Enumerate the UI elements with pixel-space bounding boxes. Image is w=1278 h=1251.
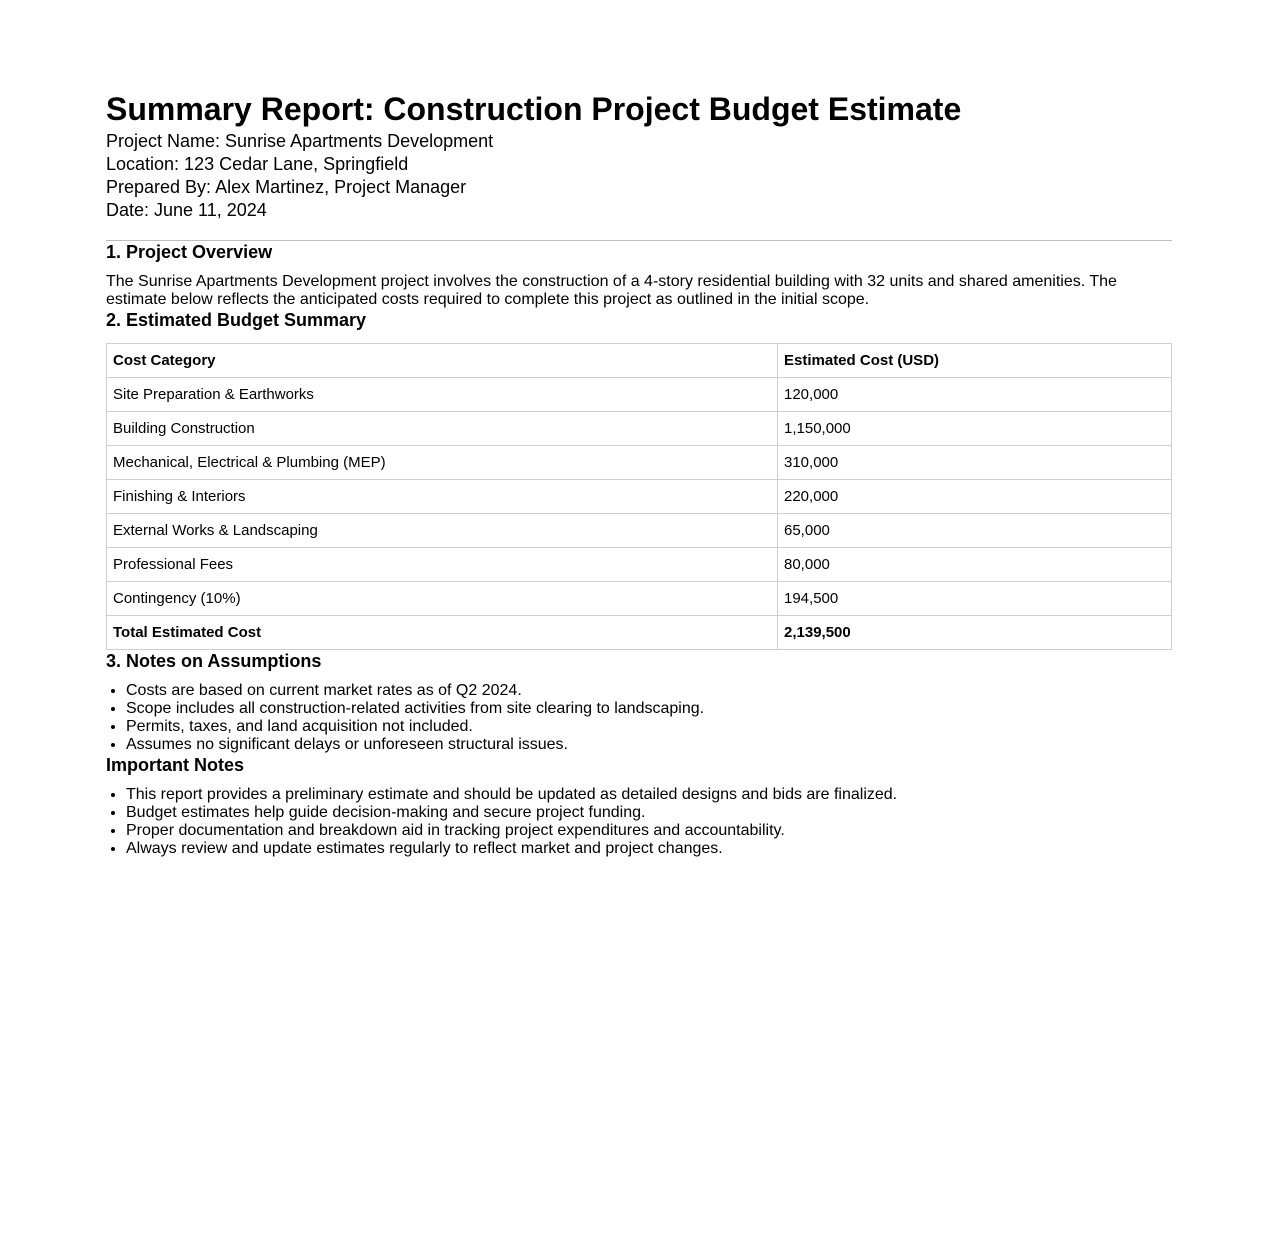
assumptions-heading: 3. Notes on Assumptions [106, 651, 322, 671]
cost-value-cell: 194,500 [778, 582, 1172, 616]
project-location: Location: 123 Cedar Lane, Springfield [106, 154, 409, 174]
prepared-by: Prepared By: Alex Martinez, Project Manager [106, 177, 467, 197]
table-row [107, 378, 1172, 412]
overview-text: The Sunrise Apartments Development project involves the construction of a 4-story residential building with 32 units and shared amenities. The estimate below reflects the anticipated costs required to complete this project as outlined in the initial scope. [106, 273, 1117, 308]
important-notes-list [106, 786, 1172, 858]
cost-category-cell: Professional Fees [107, 548, 778, 582]
list-item: • Permits, taxes, and land acquisition not included. [126, 718, 1172, 736]
list-item: • Budget estimates help guide decision-making and secure project funding. [126, 804, 1172, 822]
cost-category-cell: Building Construction [107, 412, 778, 446]
important-notes-heading: Important Notes [106, 755, 245, 775]
cost-category-cell: External Works & Landscaping [107, 514, 778, 548]
overview-heading: 1. Project Overview [106, 242, 273, 262]
table-row [107, 446, 1172, 480]
column-header-category: Cost Category [107, 344, 778, 378]
cost-category-cell: Finishing & Interiors [107, 480, 778, 514]
table-header-row [107, 344, 1172, 378]
project-name: Project Name: Sunrise Apartments Development [106, 131, 494, 151]
total-row [107, 616, 1172, 650]
list-item: • Assumes no significant delays or unforeseen structural issues. [126, 736, 1172, 754]
budget-heading: 2. Estimated Budget Summary [106, 310, 367, 330]
list-item: • This report provides a preliminary estimate and should be updated as detailed designs and bids are finalized. [126, 786, 1172, 804]
list-item: • Always review and update estimates regularly to reflect market and project changes. [126, 840, 1172, 858]
cost-value-cell: 80,000 [778, 548, 1172, 582]
cost-value-cell: 220,000 [778, 480, 1172, 514]
table-row [107, 582, 1172, 616]
report-meta [106, 130, 1172, 222]
cost-category-cell: Contingency (10%) [107, 582, 778, 616]
report-title: Summary Report: Construction Project Budget Estimate [106, 91, 962, 127]
table-row [107, 514, 1172, 548]
table-row [107, 548, 1172, 582]
assumptions-list [106, 682, 1172, 754]
cost-value-cell: 310,000 [778, 446, 1172, 480]
total-label-cell: Total Estimated Cost [107, 616, 778, 650]
list-item: • Scope includes all construction-related activities from site clearing to landscaping. [126, 700, 1172, 718]
cost-value-cell: 120,000 [778, 378, 1172, 412]
list-item: • Costs are based on current market rates as of Q2 2024. [126, 682, 1172, 700]
total-value-cell: 2,139,500 [778, 616, 1172, 650]
column-header-cost: Estimated Cost (USD) [778, 344, 1172, 378]
cost-category-cell: Site Preparation & Earthworks [107, 378, 778, 412]
cost-value-cell: 65,000 [778, 514, 1172, 548]
cost-value-cell: 1,150,000 [778, 412, 1172, 446]
cost-category-cell: Mechanical, Electrical & Plumbing (MEP) [107, 446, 778, 480]
report-date: Date: June 11, 2024 [106, 200, 267, 220]
list-item: • Proper documentation and breakdown aid in tracking project expenditures and accountability. [126, 822, 1172, 840]
table-row [107, 480, 1172, 514]
table-row [107, 412, 1172, 446]
budget-table [106, 343, 1172, 650]
